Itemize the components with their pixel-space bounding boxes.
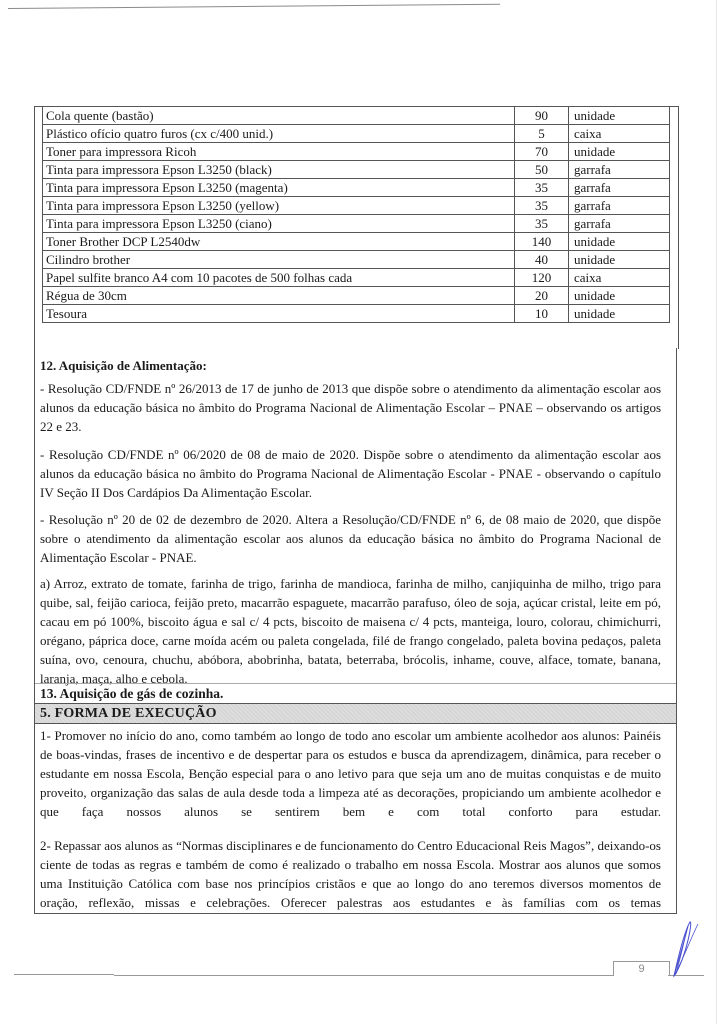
resolution-06-2020: - Resolução CD/FNDE nº 06/2020 de 08 de maio de 2020. Dispõe sobre o atendimento da alimentação escolar aos alunos da educação básica no âmbito do Programa Nacional de Alimentação Escolar - PNAE - observando o capítulo IV Seção II Dos Cardápios Da Alimentação Escolar. <box>40 447 661 500</box>
item-cell: Cola quente (bastão) <box>43 107 515 125</box>
unit-cell: garrafa <box>569 179 670 197</box>
execution-item-1-text: 1- Promover no início do ano, como também ao longo de todo ano escolar um ambiente acolhedor aos alunos: Painéis de boas-vindas, frases de incentivo e de despertar para os estudos e busca da aprendizagem, dinâmica, para receber o estudante em nossa Escola, Benção especial para o ano letivo para que seja um ano de muitas conquistas e de muito proveito, organização das salas de aula desde toda a limpeza até as decorações, propiciando um ambiente acolhedor e que faça nossos alunos se sentirem bem e com total conforto para estudar. <box>40 728 661 819</box>
item-cell: Tinta para impressora Epson L3250 (yellow) <box>43 197 515 215</box>
item-cell: Tinta para impressora Epson L3250 (magenta) <box>43 179 515 197</box>
unit-cell: caixa <box>569 125 670 143</box>
unit-cell: garrafa <box>569 215 670 233</box>
table-row <box>43 107 670 125</box>
unit-cell: unidade <box>569 287 670 305</box>
qty-cell: 35 <box>515 179 569 197</box>
qty-cell: 10 <box>515 305 569 323</box>
unit-cell: garrafa <box>569 161 670 179</box>
qty-cell: 50 <box>515 161 569 179</box>
resolution-2013: - Resolução CD/FNDE nº 26/2013 de 17 de junho de 2013 que dispõe sobre o atendimento da alimentação escolar aos alunos da educação básica no âmbito do Programa Nacional de Alimentação Escolar – PNAE – observando os artigos 22 e 23. <box>40 381 661 434</box>
content-box <box>34 348 677 914</box>
food-items-text: a) Arroz, extrato de tomate, farinha de trigo, farinha de mandioca, farinha de milho, canjiquinha de milho, trigo para quibe, sal, feijão carioca, feijão preto, macarrão espaguete, macarrão parafuso, óleo de soja, açúcar cristal, leite em pó, cacau em pó 100%, biscoito água e sal c/ 4 pcts, biscoito de maisena c/ 4 pcts, manteiga, louro, colorau, chimichurri, orégano, páprica doce, carne moída acém ou paleta congelada, filé de frango congelado, paleta bovina pedaços, paleta suína, ovo, cenoura, chuchu, abóbora, abobrinha, batata, beterraba, brócolis, inhame, couve, alface, tomate, banana, laranja, maça, alho e cebola. <box>40 576 661 686</box>
table-row <box>43 269 670 287</box>
footer-rule <box>114 975 614 976</box>
table-row <box>43 179 670 197</box>
execution-item-2 <box>35 836 666 912</box>
item-cell: Tesoura <box>43 305 515 323</box>
footer-rule <box>14 974 114 975</box>
unit-cell: unidade <box>569 251 670 269</box>
item-cell: Régua de 30cm <box>43 287 515 305</box>
execution-item-1 <box>35 726 666 821</box>
table-row <box>43 233 670 251</box>
qty-cell: 90 <box>515 107 569 125</box>
qty-cell: 70 <box>515 143 569 161</box>
unit-cell: unidade <box>569 305 670 323</box>
execution-item-2-text: 2- Repassar aos alunos as “Normas disciplinares e de funcionamento do Centro Educacional Reis Magos”, deixando-os ciente de todas as regras e também de como é realizado o trabalho em nossa Escola. Mostrar aos alunos que somos uma Instituição Católica com base nos princípios cristãos e que ao longo do ano teremos diversos momentos de oração, reflexão, missas e celebrações. Oferecer palestras aos estudantes e às famílias com os temas <box>40 838 661 910</box>
table-row <box>43 161 670 179</box>
qty-cell: 20 <box>515 287 569 305</box>
section-12-paragraph <box>35 510 666 567</box>
qty-cell: 35 <box>515 197 569 215</box>
unit-cell: unidade <box>569 143 670 161</box>
item-cell: Toner para impressora Ricoh <box>43 143 515 161</box>
qty-cell: 40 <box>515 251 569 269</box>
table-row <box>43 197 670 215</box>
top-rule <box>8 4 500 9</box>
item-cell: Plástico ofício quatro furos (cx c/400 unid.) <box>43 125 515 143</box>
qty-cell: 35 <box>515 215 569 233</box>
page-number: 9 <box>613 961 670 976</box>
table-row <box>43 305 670 323</box>
food-items-list <box>35 574 666 688</box>
item-cell: Cilindro brother <box>43 251 515 269</box>
item-cell: Toner Brother DCP L2540dw <box>43 233 515 251</box>
section-5-header: 5. FORMA DE EXECUÇÃO <box>35 703 676 724</box>
unit-cell: unidade <box>569 233 670 251</box>
table-row <box>43 215 670 233</box>
section-12-paragraph <box>35 379 666 436</box>
table-row <box>43 251 670 269</box>
qty-cell: 5 <box>515 125 569 143</box>
table-row <box>43 143 670 161</box>
section-13-heading: 13. Aquisição de gás de cozinha. <box>35 683 676 703</box>
resolution-20-2020: - Resolução nº 20 de 02 de dezembro de 2020. Altera a Resolução/CD/FNDE nº 6, de 08 maio de 2020, que dispõe sobre o atendimento da alimentação escolar aos alunos da educação básica no âmbito do Programa Nacional de Alimentação Escolar - PNAE. <box>40 512 661 565</box>
unit-cell: garrafa <box>569 197 670 215</box>
qty-cell: 140 <box>515 233 569 251</box>
item-cell: Papel sulfite branco A4 com 10 pacotes de 500 folhas cada <box>43 269 515 287</box>
section-12-paragraph <box>35 445 666 502</box>
table-row <box>43 125 670 143</box>
unit-cell: caixa <box>569 269 670 287</box>
table-row <box>43 287 670 305</box>
page-edge <box>716 0 717 1024</box>
item-cell: Tinta para impressora Epson L3250 (ciano) <box>43 215 515 233</box>
item-cell: Tinta para impressora Epson L3250 (black) <box>43 161 515 179</box>
qty-cell: 120 <box>515 269 569 287</box>
signature-icon <box>668 918 708 978</box>
section-12-heading: 12. Aquisição de Alimentação: <box>40 358 207 373</box>
supplies-table <box>42 106 670 323</box>
unit-cell: unidade <box>569 107 670 125</box>
